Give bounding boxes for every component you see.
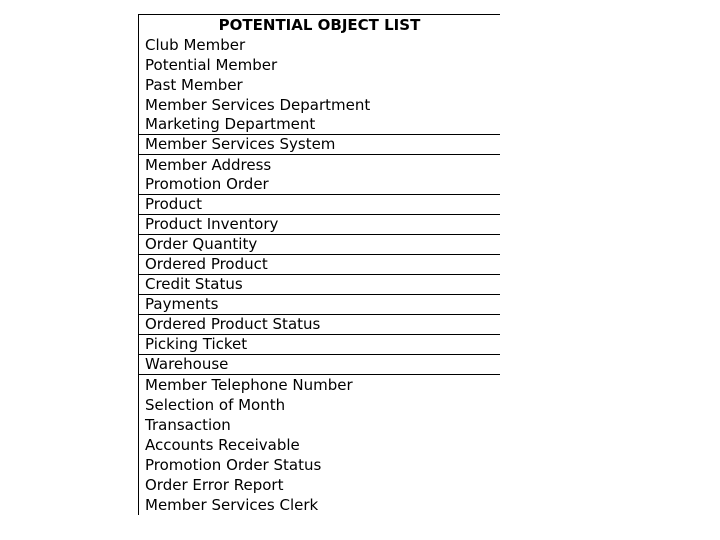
list-item: Member Services System [139,135,500,155]
list-item: Accounts Receivable [145,436,300,454]
list-item: Warehouse [139,355,500,375]
list-item: Member Address [145,156,272,174]
list-item: Ordered Product Status [139,315,500,335]
list-item: Marketing Department [139,115,500,135]
list-item: Order Quantity [139,235,500,255]
list-item: Potential Member [145,56,278,74]
list-item: Product [139,195,500,215]
list-item: Product Inventory [139,215,500,235]
object-list-table [138,14,500,515]
table-title: POTENTIAL OBJECT LIST [218,16,421,34]
list-item: Member Telephone Number [145,376,353,394]
list-item: Order Error Report [145,476,284,494]
list-item: Member Services Department [145,96,371,114]
list-item: Picking Ticket [139,335,500,355]
list-item: Promotion Order Status [145,456,322,474]
list-item: Payments [139,295,500,315]
list-item: Transaction [145,416,231,434]
object-list [139,35,500,515]
list-item: Selection of Month [145,396,286,414]
list-item: Club Member [145,36,246,54]
list-item: Member Services Clerk [145,496,319,514]
list-item: Ordered Product [139,255,500,275]
list-item: Promotion Order [139,175,500,195]
list-item: Credit Status [139,275,500,295]
list-item: Past Member [145,76,243,94]
